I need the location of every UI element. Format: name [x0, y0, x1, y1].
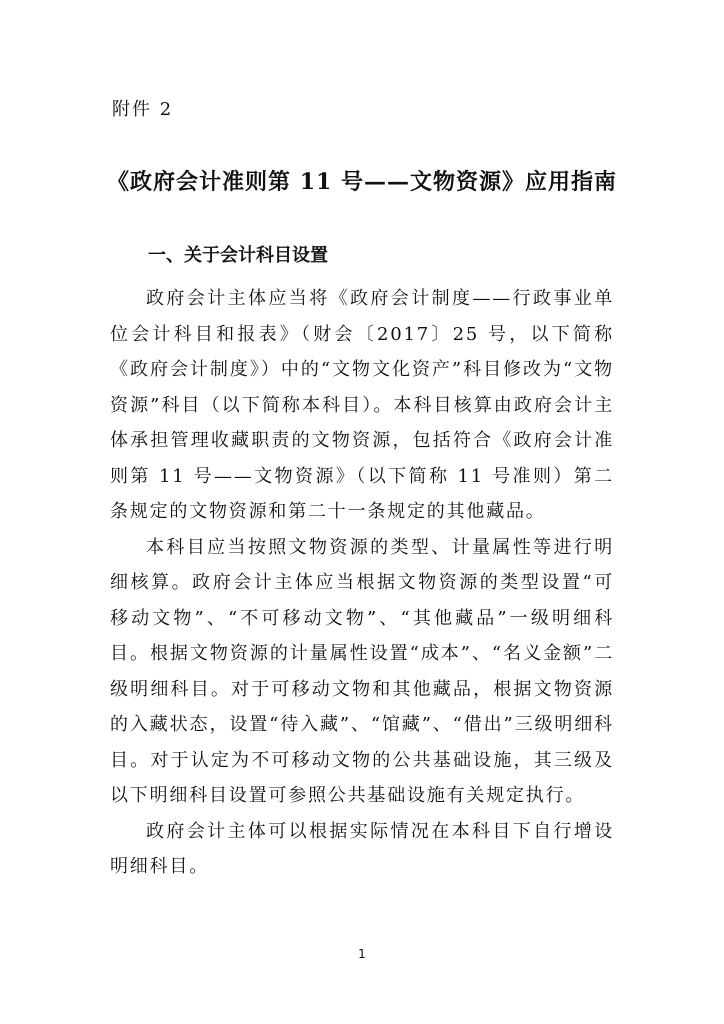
paragraph: 政府会计主体可以根据实际情况在本科目下自行增设明细科目。: [110, 820, 614, 877]
paragraph: 政府会计主体应当将《政府会计制度——行政事业单位会计科目和报表》（财会〔2017〕25 号，以下简称《政府会计制度》）中的“文物文化资产”科目修改为“文物资源”科目（以下简称本科目）。本科目核算由政府会计主体承担管理收藏职责的文物资源，包括符合《政府会计准则第 11 号——文物资源》（以下简称 11 号准则）第二条规定的文物资源和第二十一条规定的其他藏品。: [110, 288, 614, 522]
paragraph: 本科目应当按照文物资源的类型、计量属性等进行明细核算。政府会计主体应当根据文物资源的类型设置“可移动文物”、“不可移动文物”、“其他藏品”一级明细科目。根据文物资源的计量属性设置“成本”、“名义金额”二级明细科目。对于可移动文物和其他藏品，根据文物资源的入藏状态，设置“待入藏”、“馆藏”、“借出”三级明细科目。对于认定为不可移动文物的公共基础设施，其三级及以下明细科目设置可参照公共基础设施有关规定执行。: [110, 536, 614, 806]
section-heading: 一、关于会计科目设置: [148, 245, 328, 266]
document-body: [110, 281, 614, 885]
page-number: 1: [358, 947, 366, 961]
document-title: 《政府会计准则第 11 号——文物资源》应用指南: [107, 169, 617, 195]
attachment-label: 附件 2: [112, 99, 174, 120]
